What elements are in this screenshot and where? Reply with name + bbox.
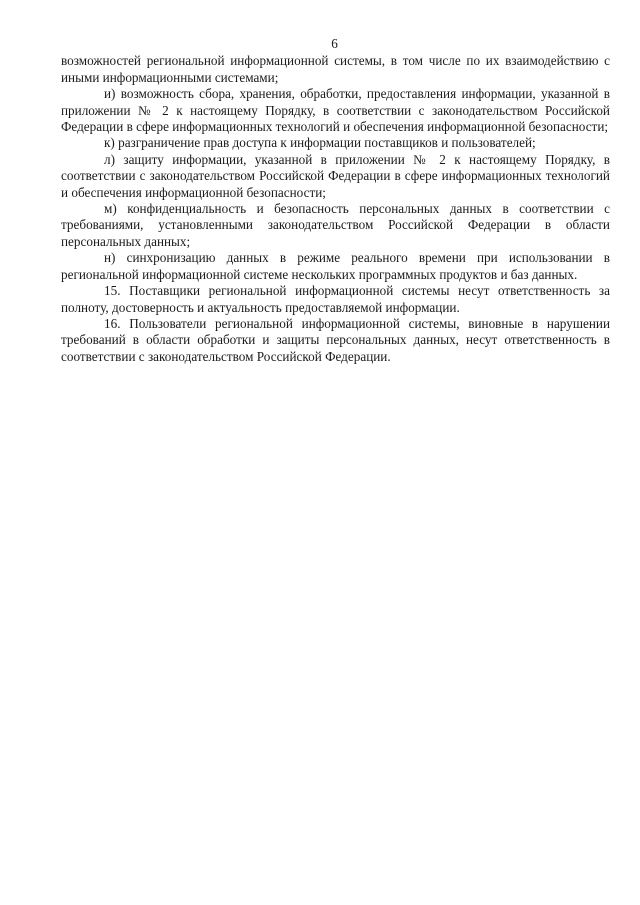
paragraph-item-i: и) возможность сбора, хранения, обработки, предоставления информации, указанной в приложении № 2 к настоящему Порядку, в соответствии с законодательством Российской Федерации в сфере информационных технологий и обеспечения информационной безопасности; bbox=[61, 86, 610, 135]
document-page bbox=[61, 36, 610, 365]
paragraph-clause-15: 15. Поставщики региональной информационной системы несут ответственность за полноту, достоверность и актуальность предоставляемой информации. bbox=[61, 283, 610, 315]
page-number: 6 bbox=[331, 36, 338, 51]
paragraph-item-n: н) синхронизацию данных в режиме реального времени при использовании в региональной информационной системе нескольких программных продуктов и баз данных. bbox=[61, 250, 610, 282]
paragraph-clause-16: 16. Пользователи региональной информационной системы, виновные в нарушении требований в области обработки и защиты персональных данных, несут ответственность в соответствии с законодательством Российской Федерации. bbox=[61, 315, 610, 364]
paragraph-item-l: л) защиту информации, указанной в приложении № 2 к настоящему Порядку, в соответствии с законодательством Российской Федерации в сфере информационных технологий и обеспечения информационной безопасности; bbox=[61, 151, 610, 200]
paragraph-continuation: возможностей региональной информационной системы, в том числе по их взаимодействию с иными информационными системами; bbox=[61, 53, 610, 85]
paragraph-item-k: к) разграничение прав доступа к информации поставщиков и пользователей; bbox=[104, 135, 536, 151]
paragraph-item-m: м) конфиденциальность и безопасность персональных данных в соответствии с требованиями, установленными законодательством Российской Федерации в области персональных данных; bbox=[61, 201, 610, 249]
